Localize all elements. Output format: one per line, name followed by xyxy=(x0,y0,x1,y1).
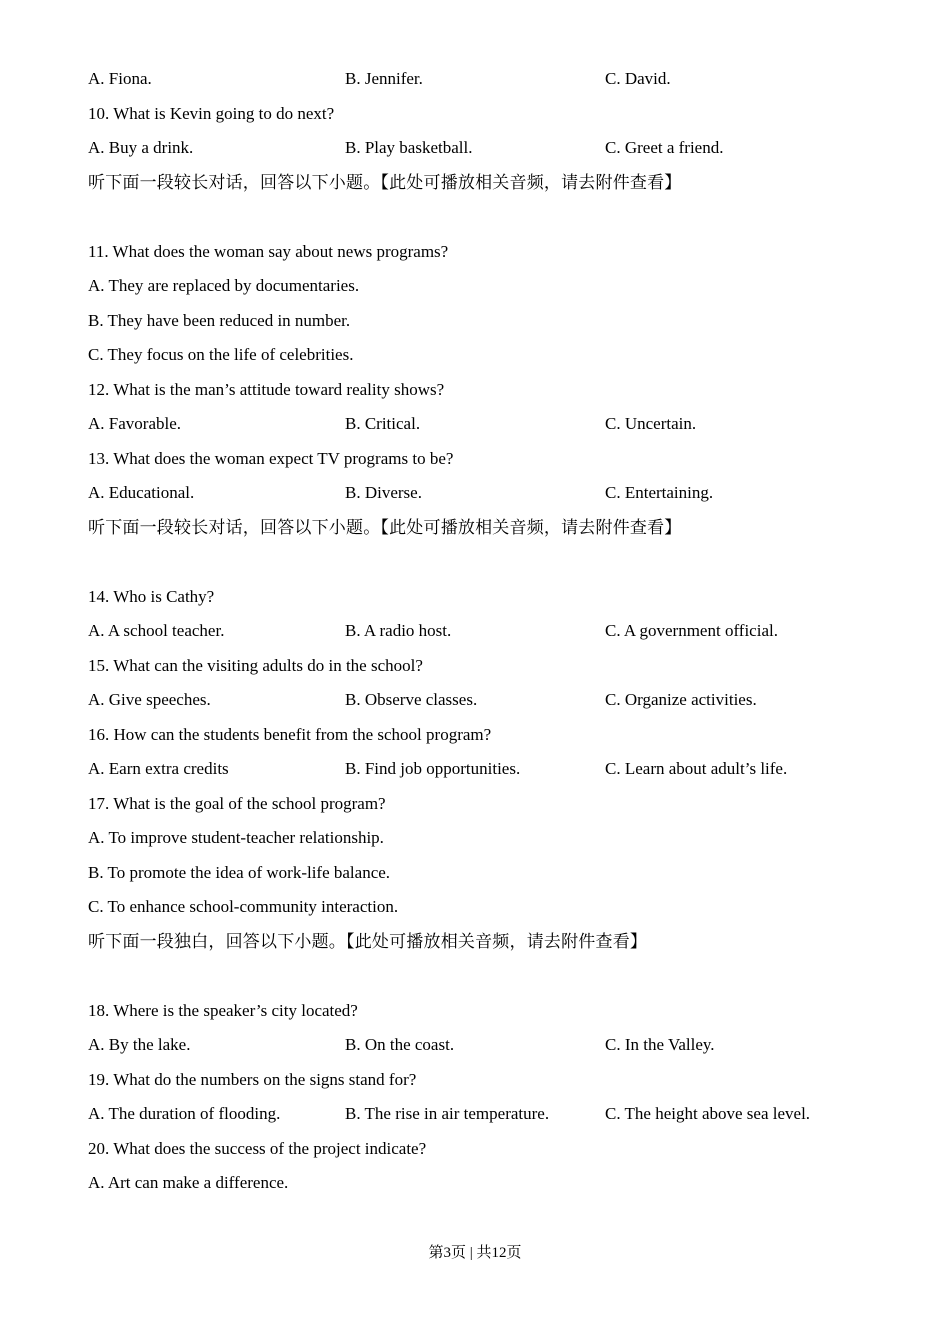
option-c: C. Greet a friend. xyxy=(605,138,724,157)
section-instruction: 听下面一段较长对话，回答以下小题。【此处可播放相关音频，请去附件查看】 xyxy=(88,517,682,537)
option-line-q11-c: C. They focus on the life of celebrities. xyxy=(88,345,354,364)
options-row-q18 xyxy=(88,1028,910,1063)
option-c: C. David. xyxy=(605,69,671,88)
options-row-q9 xyxy=(88,62,910,97)
options-row-q13 xyxy=(88,476,910,511)
options-row-q12 xyxy=(88,407,910,442)
question-line-q14: 14. Who is Cathy? xyxy=(88,586,215,606)
option-a: A. A school teacher. xyxy=(88,621,225,640)
option-b: B. Jennifer. xyxy=(345,69,423,88)
option-a: A. Buy a drink. xyxy=(88,138,194,157)
options-row-q19 xyxy=(88,1097,910,1132)
options-row-q10 xyxy=(88,131,910,166)
option-b: B. Critical. xyxy=(345,414,421,433)
option-a: A. The duration of flooding. xyxy=(88,1104,281,1123)
question-line-q19: 19. What do the numbers on the signs stand for? xyxy=(88,1069,417,1089)
option-b: B. A radio host. xyxy=(345,621,452,640)
blank-line xyxy=(88,200,910,235)
option-line-q20-a: A. Art can make a difference. xyxy=(88,1173,289,1192)
option-c: C. Learn about adult’s life. xyxy=(605,759,788,778)
option-a: A. Educational. xyxy=(88,483,195,502)
options-row-q15 xyxy=(88,683,910,718)
blank-line xyxy=(88,959,910,994)
option-c: C. Organize activities. xyxy=(605,690,757,709)
option-a: A. Favorable. xyxy=(88,414,182,433)
option-a: A. By the lake. xyxy=(88,1035,191,1054)
option-line-q17-c: C. To enhance school-community interaction. xyxy=(88,897,399,916)
question-line-q20: 20. What does the success of the project indicate? xyxy=(88,1138,427,1158)
option-c: C. A government official. xyxy=(605,621,778,640)
option-line-q11-b: B. They have been reduced in number. xyxy=(88,310,351,330)
option-b: B. Observe classes. xyxy=(345,690,478,709)
question-line-q15: 15. What can the visiting adults do in the school? xyxy=(88,655,423,675)
option-c: C. Uncertain. xyxy=(605,414,697,433)
question-line-q16: 16. How can the students benefit from the school program? xyxy=(88,724,492,744)
page-content xyxy=(88,62,910,1201)
question-line-q17: 17. What is the goal of the school program? xyxy=(88,793,386,813)
question-line-q13: 13. What does the woman expect TV programs to be? xyxy=(88,448,454,468)
option-b: B. Diverse. xyxy=(345,483,422,502)
blank-line xyxy=(88,545,910,580)
option-b: B. Find job opportunities. xyxy=(345,759,521,778)
option-a: A. Fiona. xyxy=(88,69,152,88)
options-row-q14 xyxy=(88,614,910,649)
question-line-q18: 18. Where is the speaker’s city located? xyxy=(88,1000,358,1020)
section-instruction: 听下面一段较长对话，回答以下小题。【此处可播放相关音频，请去附件查看】 xyxy=(88,172,682,192)
question-line-q11: 11. What does the woman say about news programs? xyxy=(88,241,449,261)
question-line-q12: 12. What is the man’s attitude toward reality shows? xyxy=(88,379,445,399)
option-c: C. In the Valley. xyxy=(605,1035,715,1054)
section-instruction: 听下面一段独白，回答以下小题。【此处可播放相关音频，请去附件查看】 xyxy=(88,931,648,951)
option-a: A. Give speeches. xyxy=(88,690,211,709)
option-a: A. Earn extra credits xyxy=(88,759,229,778)
option-c: C. The height above sea level. xyxy=(605,1104,811,1123)
page-footer: 第3页 | 共12页 xyxy=(428,1245,522,1261)
option-b: B. On the coast. xyxy=(345,1035,455,1054)
option-line-q11-a: A. They are replaced by documentaries. xyxy=(88,276,360,295)
option-line-q17-a: A. To improve student-teacher relationship. xyxy=(88,828,384,847)
options-row-q16 xyxy=(88,752,910,787)
option-b: B. Play basketball. xyxy=(345,138,473,157)
option-b: B. The rise in air temperature. xyxy=(345,1104,550,1123)
option-c: C. Entertaining. xyxy=(605,483,714,502)
question-line-q10: 10. What is Kevin going to do next? xyxy=(88,103,335,123)
option-line-q17-b: B. To promote the idea of work-life balance. xyxy=(88,862,391,882)
